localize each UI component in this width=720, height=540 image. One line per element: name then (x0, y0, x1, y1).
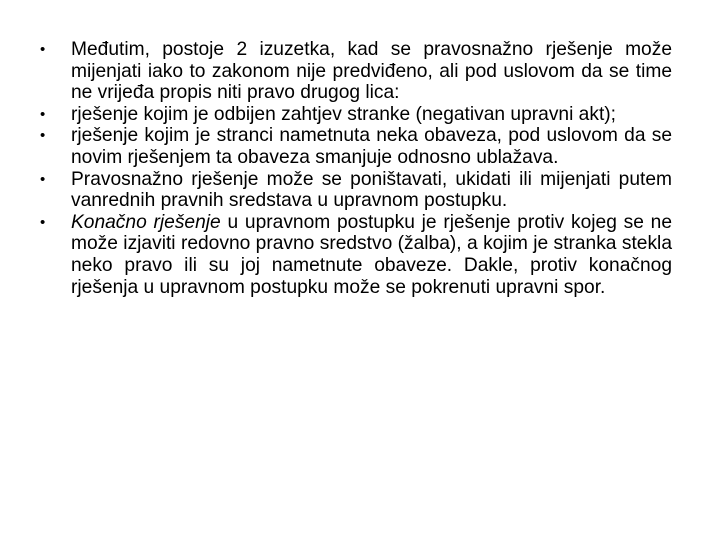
bullet-icon: • (40, 127, 46, 145)
bullet-icon: • (40, 170, 46, 188)
bullet-item-negative-act (40, 104, 672, 126)
bullet-list (40, 39, 672, 298)
bullet-emphasis: Konačno rješenje (71, 211, 221, 233)
bullet-text: u upravnom postupku je rješenje protiv kojeg se ne može izjaviti redovno pravno sredstvo (žalba), a kojim je stranka stekla neko pravo ili su joj nametnute obaveze. Dakle, protiv konačnog rješenja u upravnom postupku može se pokrenuti upravni spor. (71, 211, 672, 298)
bullet-text: Pravosnažno rješenje može se poništavati, ukidati ili mijenjati putem vanrednih pravnih sredstava u upravnom postupku. (71, 168, 672, 212)
bullet-text: rješenje kojim je odbijen zahtjev stranke (negativan upravni akt); (71, 103, 616, 125)
bullet-item-obligation (40, 125, 672, 168)
bullet-icon: • (40, 105, 46, 123)
bullet-text: rješenje kojim je stranci nametnuta neka obaveza, pod uslovom da se novim rješenjem ta obaveza smanjuje odnosno ublažava. (71, 125, 672, 168)
bullet-icon: • (40, 213, 46, 231)
bullet-item-extraordinary-remedies (40, 169, 672, 212)
bullet-item-final-decision (40, 212, 672, 298)
bullet-icon: • (40, 41, 46, 58)
bullet-text: Međutim, postoje 2 izuzetka, kad se pravosnažno rješenje može mijenjati iako to zakonom nije predviđeno, ali pod uslovom da se time ne vrijeđa propis niti pravo drugog lica: (71, 39, 672, 104)
bullet-item-exceptions (40, 39, 672, 104)
